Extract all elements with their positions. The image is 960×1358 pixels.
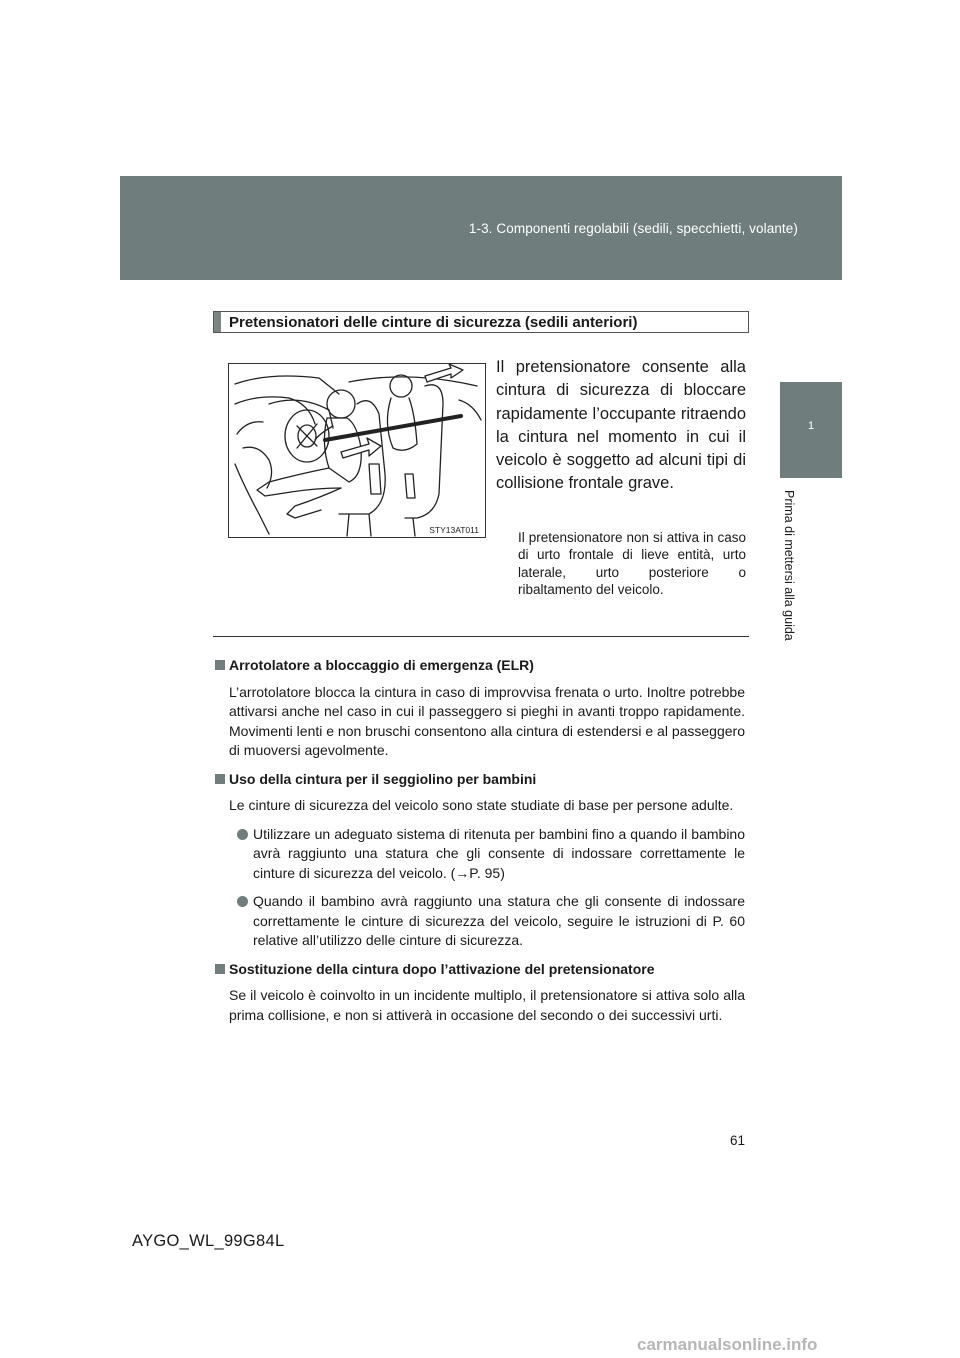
note-text-child-seat: Le cinture di sicurezza del veicolo sono state studiate di base per persone adulte. bbox=[229, 797, 734, 813]
chapter-tab bbox=[780, 382, 842, 478]
header-section-title: 1-3. Componenti regolabili (sedili, specchietti, volante) bbox=[468, 221, 798, 236]
bullet-text: Utilizzare un adeguato sistema di ritenuta per bambini fino a quando il bambino avrà raggiunto una statura che gli consente di indossare correttamente le cinture di sicurezza del veicolo. (→P. 95) bbox=[253, 825, 745, 881]
watermark: carmanualsonline.info bbox=[637, 1335, 818, 1354]
bullet-icon bbox=[237, 829, 248, 840]
header-band bbox=[120, 176, 842, 280]
section-title-accent bbox=[214, 312, 221, 332]
footer-code: AYGO_WL_99G84L bbox=[132, 1232, 285, 1250]
note-heading-child-seat: Uso della cintura per il seggiolino per bambini bbox=[213, 770, 745, 790]
chapter-label-container bbox=[776, 490, 816, 640]
note-text-replacement: Se il veicolo è coinvolto in un incidente multiplo, il pretensionatore si attiva solo alla prima collisione, e non si attiverà in occasione del secondo o dei successivi urti. bbox=[229, 987, 745, 1023]
note-text-elr: L’arrotolatore blocca la cintura in caso di improvvisa frenata o urto. Inoltre potrebbe attivarsi anche nel caso in cui il passeggero si pieghi in avanti troppo rapidamente. Movimenti lenti e non bruschi consentono alla cintura di estendersi e al passeggero di muoversi agevolmente. bbox=[229, 683, 745, 758]
intro-paragraph: Il pretensionatore consente alla cintura di sicurezza di bloccare rapidamente l’occupante ritraendo la cintura nel momento in cui il veicolo è soggetto ad alcuni tipi di collisione frontale grave. bbox=[496, 358, 746, 493]
chapter-number: 1 bbox=[807, 420, 815, 432]
section-title-box bbox=[213, 311, 749, 333]
pretensioner-illustration bbox=[228, 363, 486, 538]
note-heading-replacement: Sostituzione della cintura dopo l’attivazione del pretensionatore bbox=[213, 960, 745, 980]
note-paragraph: Il pretensionatore non si attiva in caso di urto frontale di lieve entità, urto laterale, urto posteriore o ribaltamento del veicolo. bbox=[518, 530, 746, 598]
bullet-item bbox=[253, 825, 745, 884]
car-interior-drawing bbox=[229, 364, 485, 537]
note-heading-elr: Arrotolatore a bloccaggio di emergenza (ELR) bbox=[213, 656, 745, 676]
chapter-label: Prima di mettersi alla guida bbox=[782, 490, 796, 641]
notes-list bbox=[213, 656, 745, 1034]
bullet-icon bbox=[237, 896, 248, 907]
page-number: 61 bbox=[730, 1133, 746, 1148]
bullet-text: Quando il bambino avrà raggiunto una statura che gli consente di indossare correttamente le cinture di sicurezza del veicolo, seguire le istruzioni di P. 60 relative all’utilizzo delle cinture di sicurezza. bbox=[253, 893, 745, 948]
figure-code: STY13AT011 bbox=[429, 525, 479, 535]
section-divider bbox=[213, 636, 749, 637]
section-title: Pretensionatori delle cinture di sicurezza (sedili anteriori) bbox=[229, 314, 638, 331]
bullet-item bbox=[253, 892, 745, 951]
